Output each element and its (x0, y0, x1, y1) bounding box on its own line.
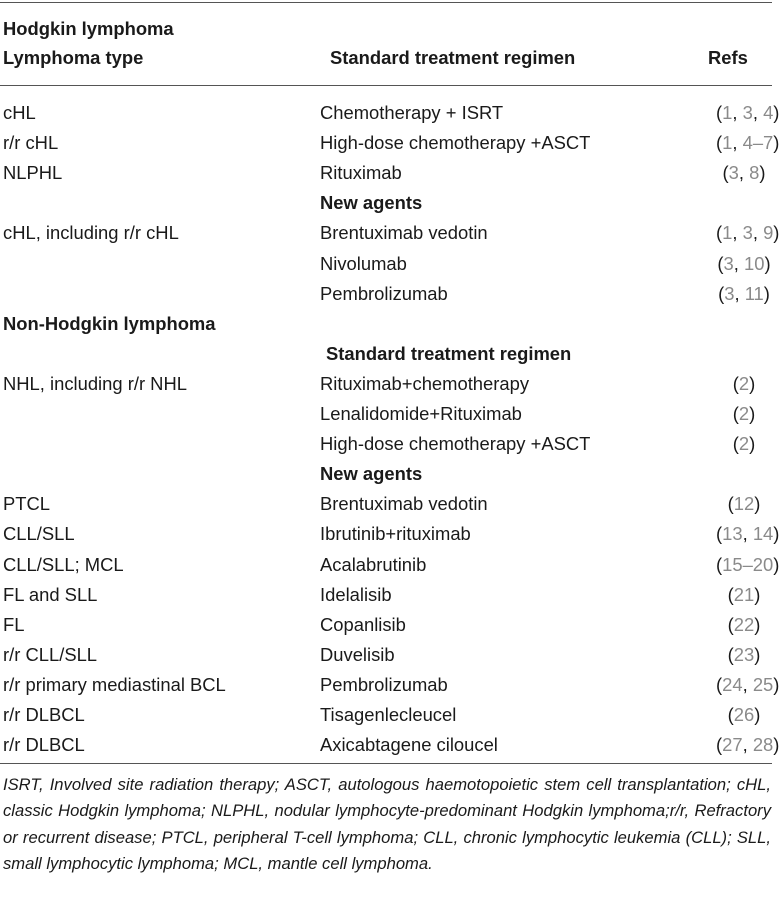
cell-refs: (1, 3, 4) (716, 102, 779, 123)
cell-treatment: Axicabtagene ciloucel (320, 734, 498, 756)
ref-link[interactable]: 23 (733, 643, 755, 665)
table-row (0, 489, 772, 519)
table-row (0, 158, 772, 188)
ref-link[interactable]: 2 (738, 372, 750, 394)
cell-refs: (21) (727, 583, 761, 605)
ref-link[interactable]: 4 (763, 102, 774, 123)
ref-link[interactable]: 21 (733, 583, 755, 605)
ref-link[interactable]: 28 (752, 734, 774, 756)
cell-lymphoma-type: CLL/SLL; MCL (3, 553, 124, 575)
cell-lymphoma-type: r/r cHL (3, 132, 59, 154)
cell-lymphoma-type: r/r DLBCL (3, 734, 85, 756)
ref-link[interactable]: 24 (722, 673, 743, 695)
top-rule (0, 2, 772, 3)
cell-refs: (2) (732, 372, 756, 394)
ref-link[interactable]: 2 (738, 403, 750, 424)
header-refs: Refs (708, 47, 748, 68)
ref-link[interactable]: 3 (723, 252, 734, 274)
ref-link[interactable]: 4–7 (742, 132, 774, 154)
cell-lymphoma-type: r/r CLL/SLL (3, 643, 98, 665)
cell-treatment: Lenalidomide+Rituximab (320, 403, 522, 424)
cell-refs: (3, 8) (722, 162, 766, 184)
cell-lymphoma-type: Non-Hodgkin lymphoma (3, 312, 216, 334)
ref-link[interactable]: 27 (722, 734, 743, 756)
cell-lymphoma-type: r/r DLBCL (3, 704, 85, 725)
cell-treatment: Duvelisib (320, 643, 395, 665)
ref-link[interactable]: 14 (752, 523, 774, 545)
cell-lymphoma-type: cHL (3, 102, 36, 123)
table-row (0, 98, 779, 128)
cell-treatment: Ibrutinib+rituximab (320, 523, 471, 545)
ref-link[interactable]: 3 (742, 222, 753, 244)
table-footnote: ISRT, Involved site radiation therapy; ASCT, autologous haemotopoietic stem cell transplantation; cHL, classic Hodgkin lymphoma; NLPHL, nodular lymphocyte-predominant Hodgkin lymphoma;r/r, Refractory or recurrent disease; PTCL, peripheral T-cell lymphoma; CLL, chronic lymphocytic leukemia (CLL); SLL, small lymphocytic lymphoma; MCL, mantle cell lymphoma. (3, 775, 771, 874)
cell-treatment: High-dose chemotherapy +ASCT (320, 132, 591, 154)
table-row (0, 188, 772, 218)
cell-treatment: Pembrolizumab (320, 673, 448, 695)
cell-treatment: Pembrolizumab (320, 282, 448, 304)
cell-treatment: Chemotherapy + ISRT (320, 102, 504, 123)
table-row (0, 519, 779, 549)
cell-refs: (27, 28) (716, 734, 779, 756)
cell-refs: (15–20) (716, 553, 779, 575)
cell-treatment: High-dose chemotherapy +ASCT (320, 433, 591, 455)
table-row (0, 580, 772, 610)
cell-treatment: New agents (320, 192, 423, 214)
cell-refs: (3, 11) (718, 282, 770, 304)
ref-link[interactable]: 1 (722, 132, 733, 154)
ref-link[interactable]: 2 (738, 433, 750, 455)
cell-treatment: Rituximab (320, 162, 402, 184)
cell-treatment: Brentuximab vedotin (320, 222, 488, 244)
ref-link[interactable]: 10 (744, 252, 765, 274)
header-lymphoma-type: Lymphoma type (3, 47, 144, 68)
cell-lymphoma-type: cHL, including r/r cHL (3, 222, 179, 244)
cell-refs: (23) (727, 643, 761, 665)
ref-link[interactable]: 13 (722, 523, 743, 545)
cell-treatment: Idelalisib (320, 583, 392, 605)
cell-treatment: Copanlisib (320, 613, 406, 635)
table-row (0, 369, 772, 399)
cell-refs: (2) (732, 403, 756, 424)
cell-treatment: Rituximab+chemotherapy (320, 372, 530, 394)
table-row (0, 279, 772, 309)
section-title-hodgkin: Hodgkin lymphoma (3, 18, 174, 39)
table-row (0, 700, 772, 730)
table-row (0, 429, 772, 459)
cell-treatment: Nivolumab (320, 252, 407, 274)
cell-treatment: Standard treatment regimen (326, 342, 572, 364)
table-row (0, 309, 772, 339)
cell-lymphoma-type: NHL, including r/r NHL (3, 372, 187, 394)
cell-lymphoma-type: r/r primary mediastinal BCL (3, 673, 226, 695)
header-rule (0, 85, 772, 86)
ref-link[interactable]: 8 (749, 162, 760, 184)
table-row (0, 730, 779, 760)
cell-refs: (26) (727, 704, 761, 725)
cell-treatment: Tisagenlecleucel (320, 704, 457, 725)
table-row (0, 399, 772, 429)
cell-refs: (13, 14) (716, 523, 779, 545)
cell-refs: (22) (727, 613, 761, 635)
ref-link[interactable]: 12 (733, 493, 755, 515)
cell-refs: (1, 3, 9) (716, 222, 779, 244)
cell-lymphoma-type: NLPHL (3, 162, 63, 184)
table-row (0, 218, 779, 248)
cell-refs: (3, 10) (717, 252, 771, 274)
cell-lymphoma-type: FL (3, 613, 25, 635)
table-row (0, 640, 772, 670)
cell-treatment: Brentuximab vedotin (320, 493, 488, 515)
ref-link[interactable]: 1 (722, 222, 733, 244)
ref-link[interactable]: 3 (724, 282, 735, 304)
ref-link[interactable]: 26 (733, 704, 755, 725)
cell-lymphoma-type: FL and SLL (3, 583, 98, 605)
header-standard-treatment: Standard treatment regimen (330, 47, 576, 68)
ref-link[interactable]: 15–20 (722, 553, 774, 575)
table-row (0, 249, 772, 279)
cell-treatment: New agents (320, 463, 423, 485)
table-row (0, 550, 779, 580)
ref-link[interactable]: 1 (722, 102, 733, 123)
table-row (0, 339, 772, 369)
table-row (0, 459, 772, 489)
bottom-rule (0, 763, 772, 764)
ref-link[interactable]: 22 (733, 613, 755, 635)
cell-refs: (12) (727, 493, 761, 515)
cell-treatment: Acalabrutinib (320, 553, 427, 575)
table-row (0, 610, 772, 640)
table-row (0, 670, 779, 700)
cell-refs: (1, 4–7) (716, 132, 779, 154)
table-row (0, 128, 779, 158)
ref-link[interactable]: 9 (763, 222, 774, 244)
ref-link[interactable]: 25 (752, 673, 774, 695)
ref-link[interactable]: 3 (742, 102, 753, 123)
cell-lymphoma-type: PTCL (3, 493, 51, 515)
cell-refs: (2) (732, 433, 756, 455)
cell-refs: (24, 25) (716, 673, 779, 695)
ref-link[interactable]: 3 (728, 162, 739, 184)
cell-lymphoma-type: CLL/SLL (3, 523, 75, 545)
ref-link[interactable]: 11 (744, 282, 764, 304)
